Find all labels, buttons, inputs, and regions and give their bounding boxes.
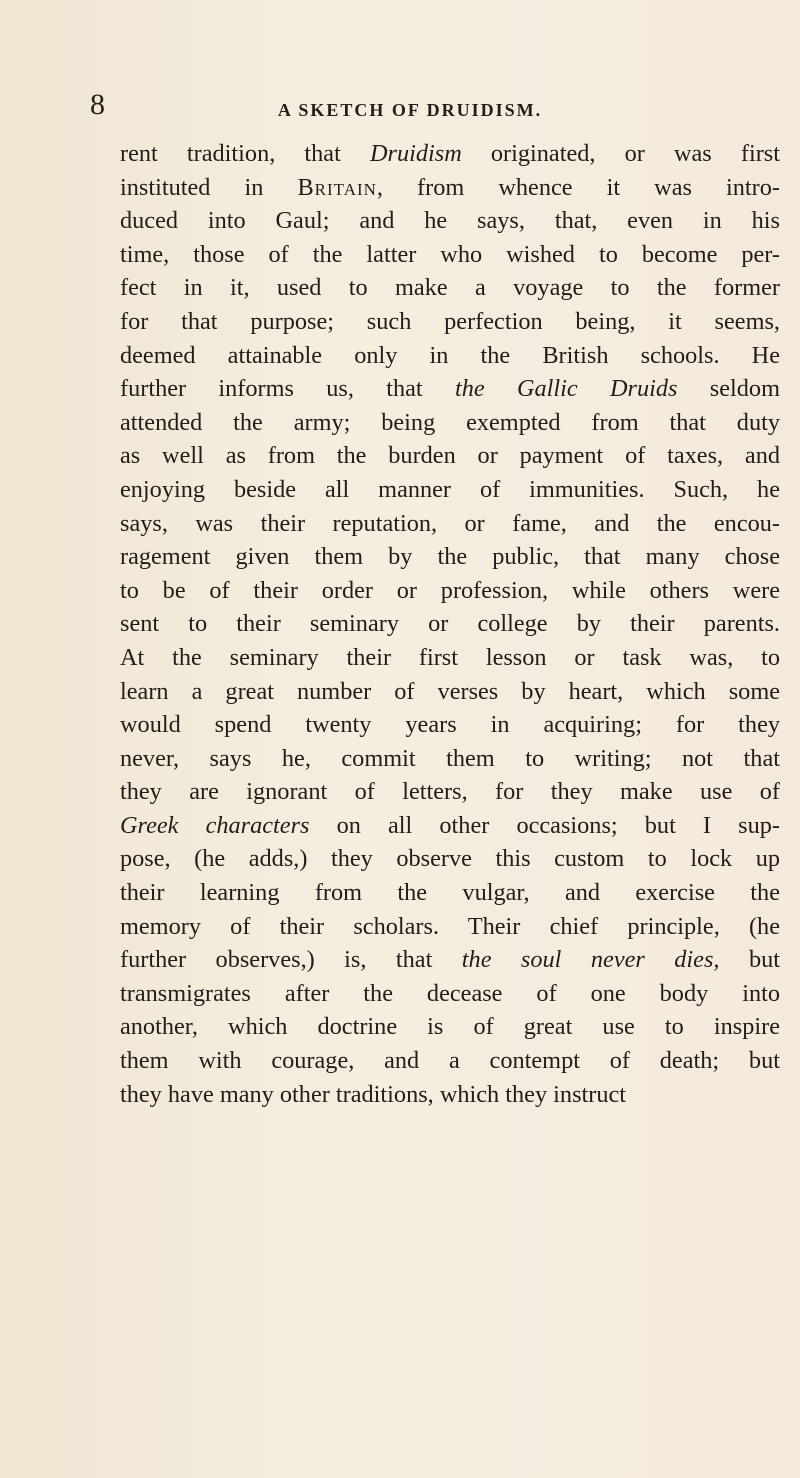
italic-text: Druidism [369,140,462,167]
text-segment: says, was their reputation, or fame, and the encou- [120,509,780,537]
text-line [120,842,780,876]
text-segment: never, says he, commit them to writing; not that [120,744,780,772]
text-segment: sent to their seminary or college by their parents. [120,610,780,638]
text-line [120,910,780,944]
text-line [120,305,780,339]
small-caps-text: Britain [297,173,377,201]
page-number: 8 [90,88,105,121]
text-segment: time, those of the latter who wished to become per- [120,240,780,268]
text-line [120,372,780,406]
text-line [120,1044,780,1078]
text-segment: pose, (he adds,) they observe this custom to lock up [120,845,780,873]
text-segment: learn a great number of verses by heart, which some [120,677,780,705]
page-header [90,90,730,130]
body-text [120,137,780,1111]
text-segment: they have many other traditions, which they instruct [120,1080,627,1108]
text-segment: but [719,946,780,974]
text-segment: deemed attainable only in the British schools. He [120,341,780,369]
text-line [120,708,780,742]
text-line [120,339,780,373]
text-line [120,540,780,574]
text-line [120,271,780,305]
text-line [120,507,780,541]
text-segment: originated, or was first [461,140,780,167]
text-line [120,1010,780,1044]
text-segment: ragement given them by the public, that many chose [120,543,780,571]
text-line [120,574,780,608]
text-segment: further informs us, that [120,375,455,403]
text-segment: them with courage, and a contempt of death; but [120,1047,780,1075]
text-segment: transmigrates after the decease of one body into [120,979,780,1007]
text-line [120,473,780,507]
text-segment: to be of their order or profession, while others were [120,576,780,604]
text-line [120,675,780,709]
text-line [120,742,780,776]
text-line [120,977,780,1011]
italic-text: Greek characters [120,811,310,839]
text-segment: they are ignorant of letters, for they make use of [120,778,780,806]
text-segment: would spend twenty years in acquiring; for they [120,711,780,739]
text-line [120,775,780,809]
text-line [120,204,780,238]
text-segment: enjoying beside all manner of immunities. Such, he [120,475,780,503]
text-line [120,943,780,977]
text-line [120,607,780,641]
text-segment: on all other occasions; but I sup- [309,811,780,839]
text-line [120,641,780,675]
text-line [120,876,780,910]
text-line [120,406,780,440]
text-segment: rent tradition, that [120,140,370,167]
text-line [120,238,780,272]
italic-text: the soul never dies, [461,946,720,974]
text-line [120,137,780,171]
text-segment: instituted in [120,173,298,201]
text-segment: At the seminary their first lesson or task was, to [120,643,780,671]
text-segment: their learning from the vulgar, and exercise the [120,879,780,907]
text-segment: as well as from the burden or payment of taxes, and [120,442,780,470]
text-segment: duced into Gaul; and he says, that, even in his [120,207,780,235]
italic-text: the Gallic Druids [454,375,678,403]
text-segment: memory of their scholars. Their chief principle, (he [120,912,780,940]
text-segment: seldom [677,375,780,403]
text-line [120,171,780,205]
text-segment: for that purpose; such perfection being, it seems, [120,307,780,335]
running-head: A SKETCH OF DRUIDISM. [277,100,543,120]
text-line [120,1078,780,1112]
text-segment: attended the army; being exempted from that duty [120,408,780,436]
text-line [120,809,780,843]
text-segment: another, which doctrine is of great use to inspire [120,1013,780,1041]
text-segment: , from whence it was intro- [376,173,780,201]
text-segment: fect in it, used to make a voyage to the former [120,274,780,302]
text-line [120,439,780,473]
text-segment: further observes,) is, that [120,946,462,974]
